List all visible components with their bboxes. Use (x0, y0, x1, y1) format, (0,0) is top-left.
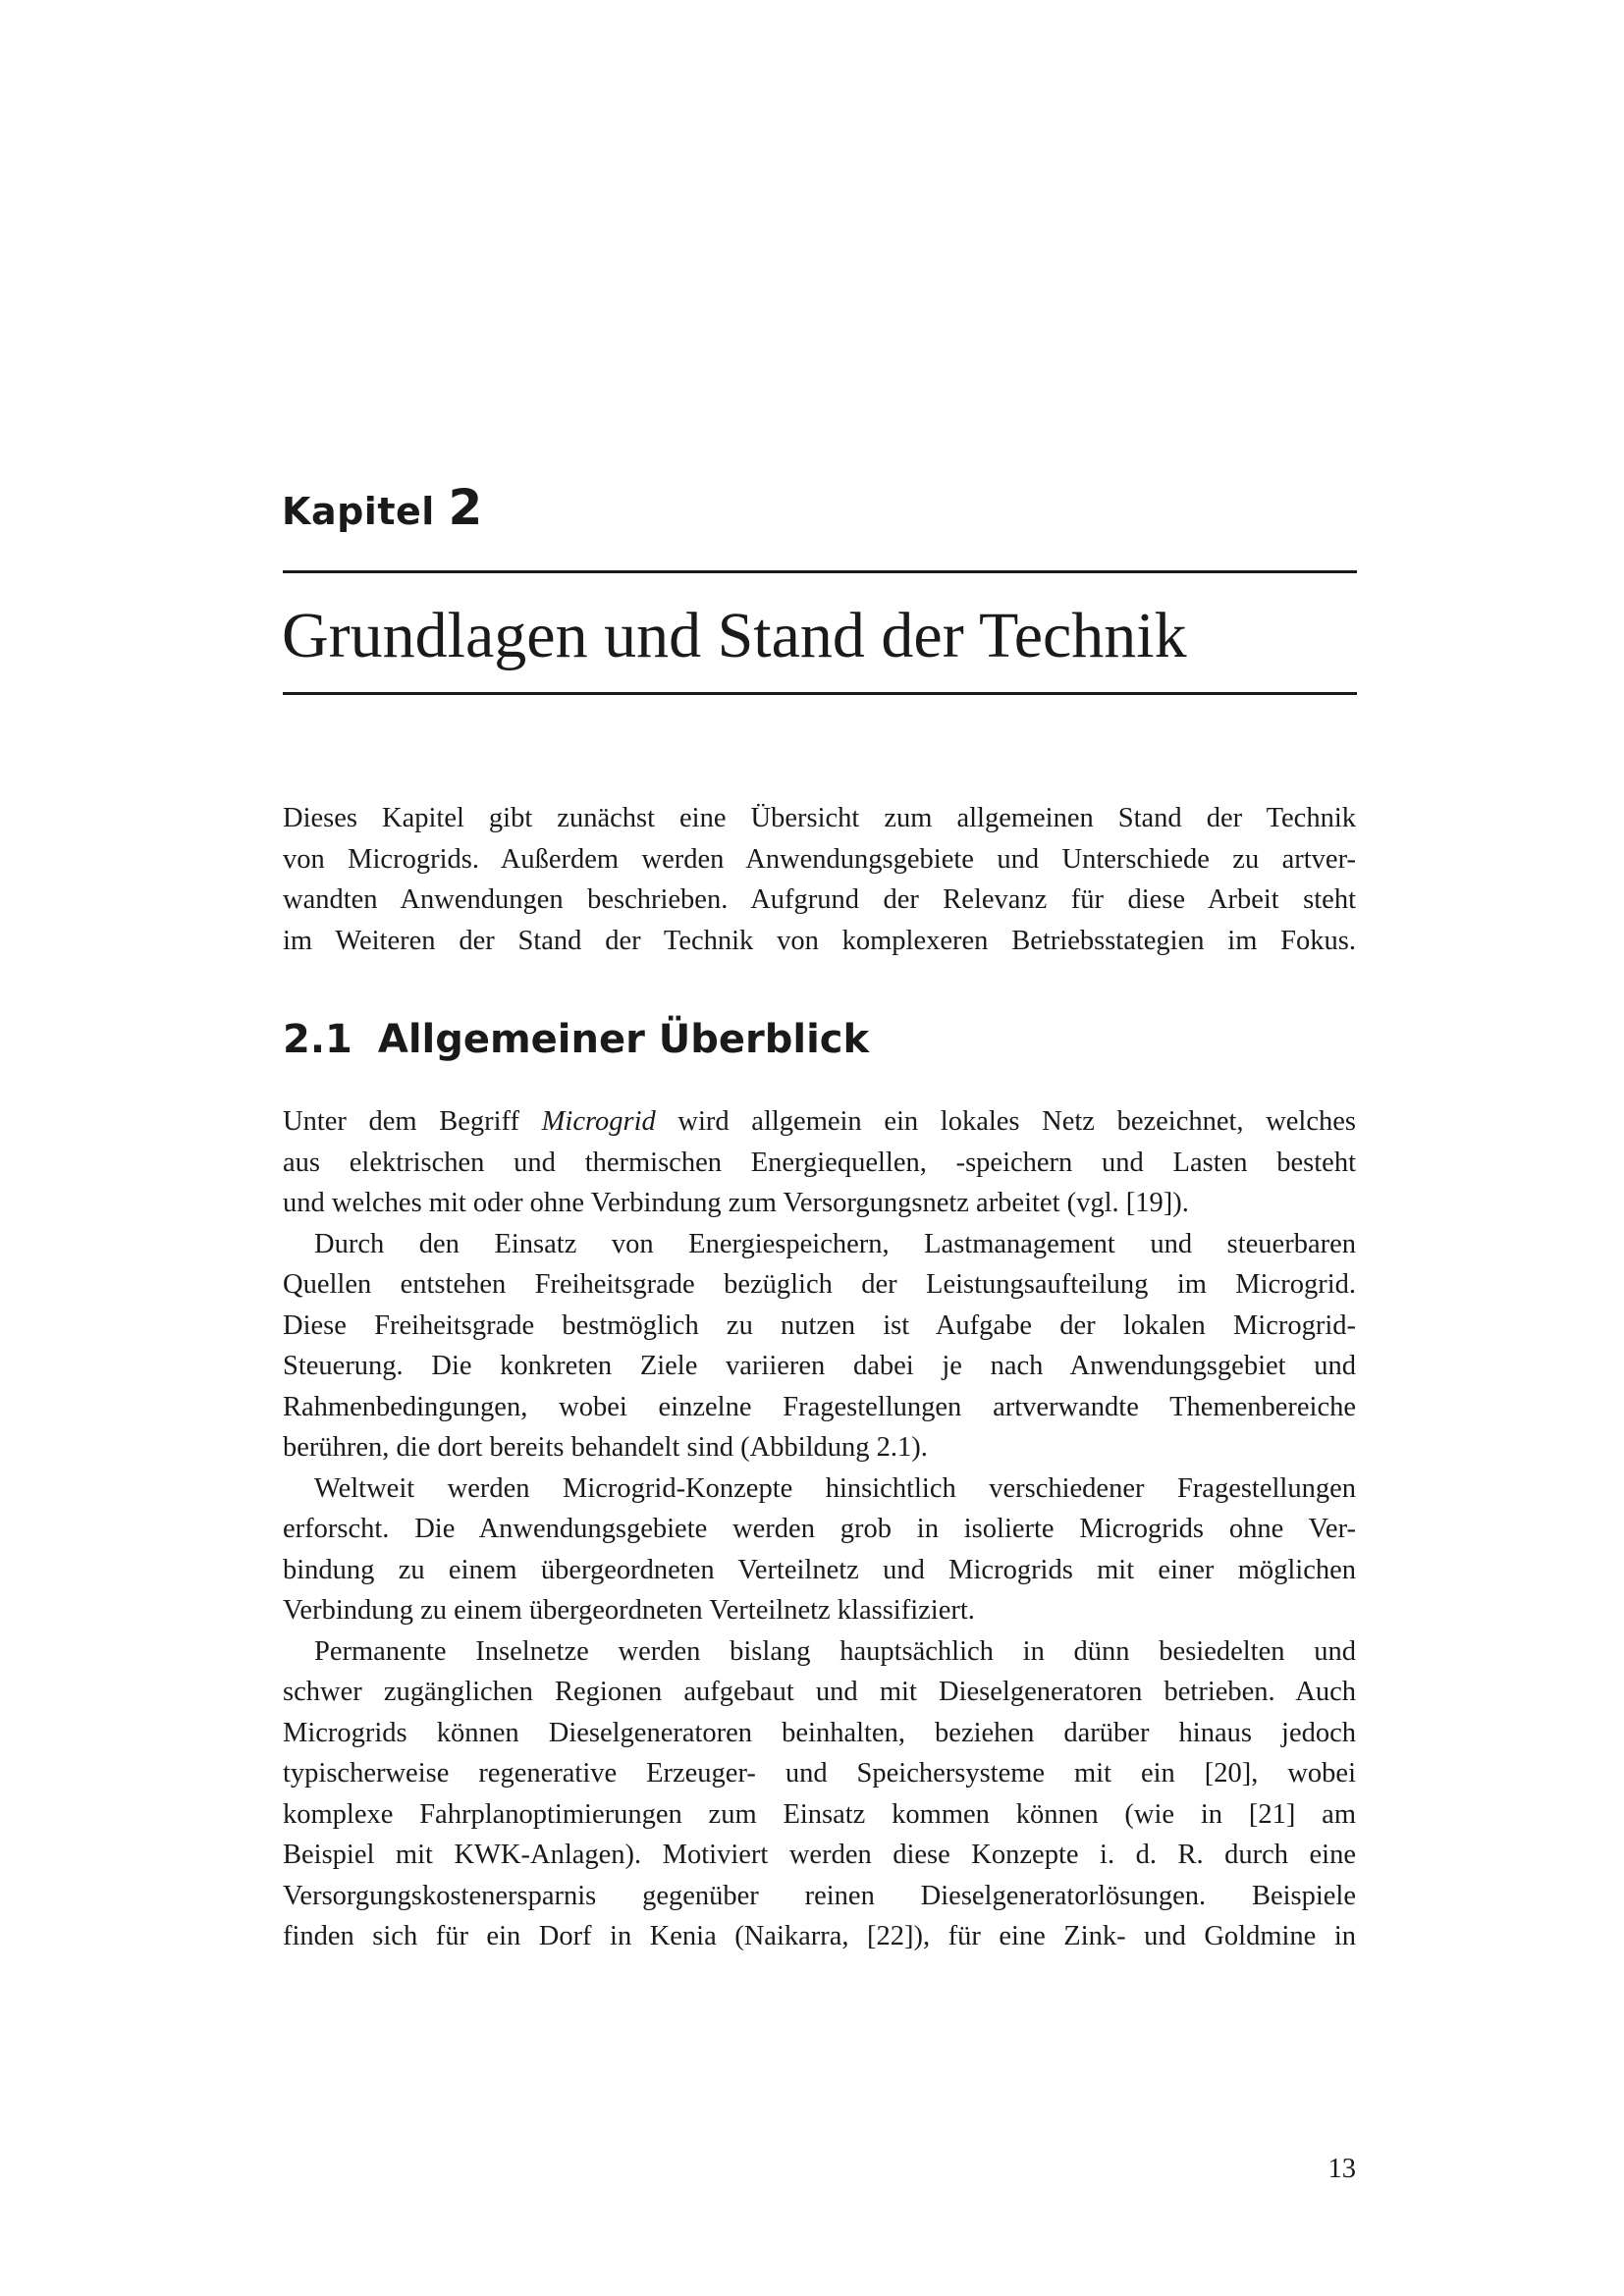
intro-line: von Microgrids. Außerdem werden Anwendungsgebiete und Unterschiede zu artver- (283, 843, 1356, 875)
body-line: Beispiel mit KWK-Anlagen). Motiviert werden diese Konzepte i. d. R. durch eine (283, 1840, 1356, 1870)
body-line: typischerweise regenerative Erzeuger- und Speichersysteme mit ein [20], wobei (283, 1758, 1356, 1789)
chapter-label (282, 479, 483, 536)
chapter-label-text: Kapitel (282, 490, 435, 533)
section-heading (283, 1014, 869, 1065)
section-title: Allgemeiner Überblick (377, 1017, 870, 1062)
body-line: Diese Freiheitsgrade bestmöglich zu nutzen ist Aufgabe der lokalen Microgrid- (283, 1309, 1356, 1341)
body-line: Rahmenbedingungen, wobei einzelne Fragestellungen artverwandte Themenbereiche (283, 1391, 1356, 1422)
body-text (283, 1101, 1356, 1957)
body-line: komplexe Fahrplanoptimierungen zum Einsatz kommen können (wie in [21] am (283, 1798, 1356, 1830)
body-line: Permanente Inselnetze werden bislang hauptsächlich in dünn besiedelten und (314, 1635, 1356, 1667)
body-line: und welches mit oder ohne Verbindung zum Versorgungsnetz arbeitet (vgl. [19]). (283, 1188, 1189, 1218)
intro-line: im Weiteren der Stand der Technik von komplexeren Betriebsstategien im Fokus. (283, 925, 1356, 956)
body-line (283, 1101, 1356, 1143)
body-line: schwer zugänglichen Regionen aufgebaut und mit Dieselgeneratoren betrieben. Auch (283, 1677, 1356, 1707)
chapter-rule-bottom (283, 692, 1357, 695)
microgrid-term: Microgrid (541, 1106, 656, 1137)
chapter-rule-top (283, 570, 1357, 573)
section-number: 2.1 (283, 1017, 352, 1062)
body-line: finden sich für ein Dorf in Kenia (Naikarra, [22]), für eine Zink- und Goldmine in (283, 1921, 1356, 1951)
body-line: aus elektrischen und thermischen Energiequellen, -speichern und Lasten besteht (283, 1147, 1356, 1178)
intro-paragraph (283, 798, 1356, 961)
chapter-number: 2 (448, 479, 483, 536)
body-line: Versorgungskostenersparnis gegenüber reinen Dieselgeneratorlösungen. Beispiele (283, 1880, 1356, 1911)
body-line: bindung zu einem übergeordneten Verteilnetz und Microgrids mit einer möglichen (283, 1554, 1356, 1585)
body-line: berühren, die dort bereits behandelt sind (Abbildung 2.1). (283, 1432, 928, 1463)
chapter-title: Grundlagen und Stand der Technik (282, 600, 1187, 671)
body-line: Verbindung zu einem übergeordneten Verteilnetz klassifiziert. (283, 1595, 975, 1626)
intro-line: Dieses Kapitel gibt zunächst eine Übersicht zum allgemeinen Stand der Technik (283, 803, 1356, 833)
body-line: Weltweit werden Microgrid-Konzepte hinsichtlich verschiedener Fragestellungen (314, 1472, 1356, 1504)
body-line: Quellen entstehen Freiheitsgrade bezüglich der Leistungsaufteilung im Microgrid. (283, 1269, 1356, 1300)
body-line-text: Unter dem Begriff (283, 1106, 542, 1137)
body-line: Microgrids können Dieselgeneratoren beinhalten, beziehen darüber hinaus jedoch (283, 1717, 1356, 1748)
body-line: Durch den Einsatz von Energiespeichern, Lastmanagement und steuerbaren (314, 1228, 1356, 1259)
body-line: Steuerung. Die konkreten Ziele variieren dabei je nach Anwendungsgebiet und (283, 1351, 1356, 1381)
page-number: 13 (1327, 2154, 1356, 2184)
body-line-text: wird allgemein ein lokales Netz bezeichnet, welches (655, 1106, 1356, 1137)
body-line: erforscht. Die Anwendungsgebiete werden grob in isolierte Microgrids ohne Ver- (283, 1514, 1356, 1544)
intro-line: wandten Anwendungen beschrieben. Aufgrund der Relevanz für diese Arbeit steht (283, 884, 1356, 915)
